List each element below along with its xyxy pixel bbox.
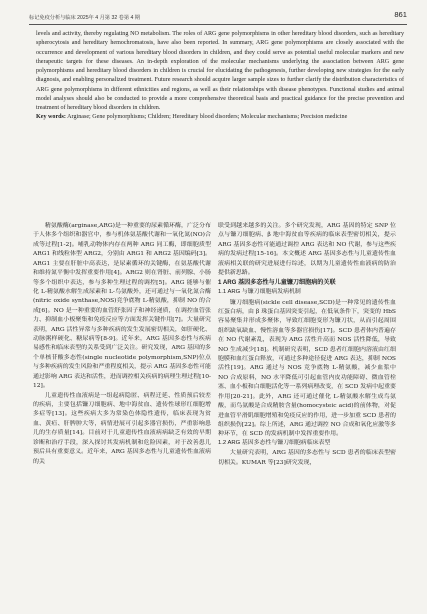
section-paragraph-2: 大量研究表明，ARG 基因的多态性与 SCD 患者的临床表型密切相关。KUMAR 等[23]研究发现， <box>218 449 396 466</box>
section-heading-1: 1 ARG 基因多态性与儿童镰刀细胞病的关联 <box>218 279 336 287</box>
running-header <box>29 10 407 25</box>
abstract-body: levels and activity, thereby regulating NO metabolism. The roles of ARG gene polymorphisms in other hereditary blood disorders, such as hereditary spherocytosis and hereditary hemochromatosis, have also been reported. In summary, ARG gene polymorphisms are closely associated with the occurrence and development of various hereditary blood disorders in children, and they could serve as potential useful molecular markers and new therapeutic targets for these diseases. An in-depth exploration of the molecular mechanisms underlying the association between ARG gene polymorphisms and hereditary blood disorders in children is crucial for elucidating the pathogenesis, further developing new strategies for the early diagnosis, and enabling personalized treatment. Future research should acquire larger sample sizes to further clarify the distribution characteristics of ARG gene polymorphisms in different ethnicities and regions, as well as their relationships with disease phenotypes. Functional studies and animal model analyses should also be conducted to provide a more comprehensive theoretical basis and practical guidance for the precise prevention and treatment of hereditary blood disorders in children. <box>36 31 404 111</box>
right-column <box>218 221 396 467</box>
subsection-heading-1-2: 1.2 ARG 基因多态性与镰刀细胞病临床表型 <box>218 439 331 446</box>
journal-info: 标记免疫分析与临床 2025年 4 月第 32 卷第 4 期 <box>29 15 140 21</box>
intro-paragraph-1: 精氨酸酶(arginase,ARG)是一种重要的尿素循环酶，广泛分布于人体多个组织和器官中，参与机体氨基酸代谢和一氧化氮(NO)合成等过程[1-2]。哺乳动物体内存在两种 ARG 同工酶，即细胞质型 ARG1 和线粒体型 ARG2，分别由 ARG1 和 ARG2 基因编码[3]。ARG1 主要在肝脏中高表达，是尿素循环的关键酶，在氨基酸代谢和维持氮平衡中发挥重要作用[4]。ARG2 则在肾脏、前列腺、小肠等多个组织中表达，参与多种生理过程的调控[5]。ARG 能够与催化 L-精氨酸水解生成尿素和 L-鸟氨酸外，还可通过与一氧化氮合酶(nitric oxide synthase,NOS)竞争底物 L-精氨酸，抑制 NO 的合成[6]。NO 是一种重要的血管舒张因子和神经递质，在调控血管张力、抑制血小板聚集和免疫反应等方面发挥关键作用[7]。大量研究表明，ARG 活性异常与多种疾病的发生发展密切相关，如肝硬化、动脉粥样硬化、糖尿病等[8-9]。近年来，ARG 基因多态性与疾病易感性和临床表型的关系受到广泛关注。研究发现，ARG 基因的多个单核苷酸多态性(single nucleotide polymorphism,SNP)位点与多种疾病的发生风险和严重程度相关，提示 ARG 基因多态性可能通过影响 ARG 表达和活性，进而调控相关疾病的病理生理过程[10-12]。 <box>33 222 211 390</box>
left-column <box>33 221 211 466</box>
keywords-line <box>36 113 404 122</box>
intro-paragraph-2: 儿童遗传性血液病是一组起病隐匿、病程迁延、性质预后较差的疾病，主要包括镰刀细胞病、地中海贫血、遗传性球形红细胞增多症等[13]。这些疾病大多为常染色体隐性遗传，临床表现为贫血、黄疸、肝脾肿大等，病情进展可引起多器官损伤，严重影响患儿的生存质量[14]。目前对于儿童遗传性血液病病缺乏有效的早期诊断和治疗手段，深入探讨其发病机制和危险因素，对于改善患儿预后具有重要意义。近年来，ARG 基因多态性与儿童遗传性血液病的关 <box>33 391 211 465</box>
page-number: 861 <box>394 10 407 19</box>
intro-paragraph-3: 联受到越来越多的关注。多个研究发现，ARG 基因的特定 SNP 位点与镰刀细胞病、β 地中海贫血等疾病的临床表型密切相关，提示 ARG 基因多态性可能通过调控 ARG 表达和 NO 代谢，参与这些疾病的发病过程[15-16]。本文概述 ARG 基因多态性与儿童遗传性血液病相关联的研究进展进行综述，以期为儿童遗传性血液病的防治提供新思路。 <box>218 222 396 277</box>
section-paragraph-1: 镰刀细胞病(sickle cell disease,SCD)是一种常见的遗传性血红蛋白病，由 β 珠蛋白基因突变引起，在低氧条件下，突变的 HbS 容易聚集并形成多聚体，导致红细胞变形为镰刀状，从而引起周围组织缺氧缺血、慢性溶血等多器官损伤[17]。SCD 患者体内普遍存在 NO 代谢紊乱，表现为 ARG 活性升高而 NOS 活性降低，导致 NO 生成减少[18]。机制研究表明，SCD 患者红细胞内溶液由红细胞膜和血红蛋白释放，可通过多种途径促进 ARG 表达，抑制 NOS 活性[19]。ARG 通过与 NOS 竞争底物 L-精氨酸，减少血浆中 NO 合成原料，NO 水平降低可引起血管内皮功能障碍、微血管栓塞、血小板和白细胞活化等一系列病理改变，在 SCD 发病中起重要作用[20-21]。此外，ARG 还可通过催化 L-精氨酸水解生成鸟氨酸，而鸟氨酸是合成精胺含量(homocysteic acid)的前体物，对促进血管平滑肌细胞增殖和免疫反应的作用，进一步加重 SCD 患者的组织损伤[22]。综上所述，ARG 通过调控 NO 合成和氧化应激等多种环节，在 SCD 的发病机制中发挥重要作用。 <box>218 298 396 438</box>
english-abstract <box>36 30 404 123</box>
keywords-label: Key words: <box>36 114 66 121</box>
keywords-text: Arginase; Gene polymorphisms; Children; Hereditary blood disorders; Molecular mechanisms; Precision medicine <box>67 114 348 121</box>
subsection-heading-1-1: 1.1 ARG 与镰刀细胞病发病机制 <box>218 289 301 296</box>
